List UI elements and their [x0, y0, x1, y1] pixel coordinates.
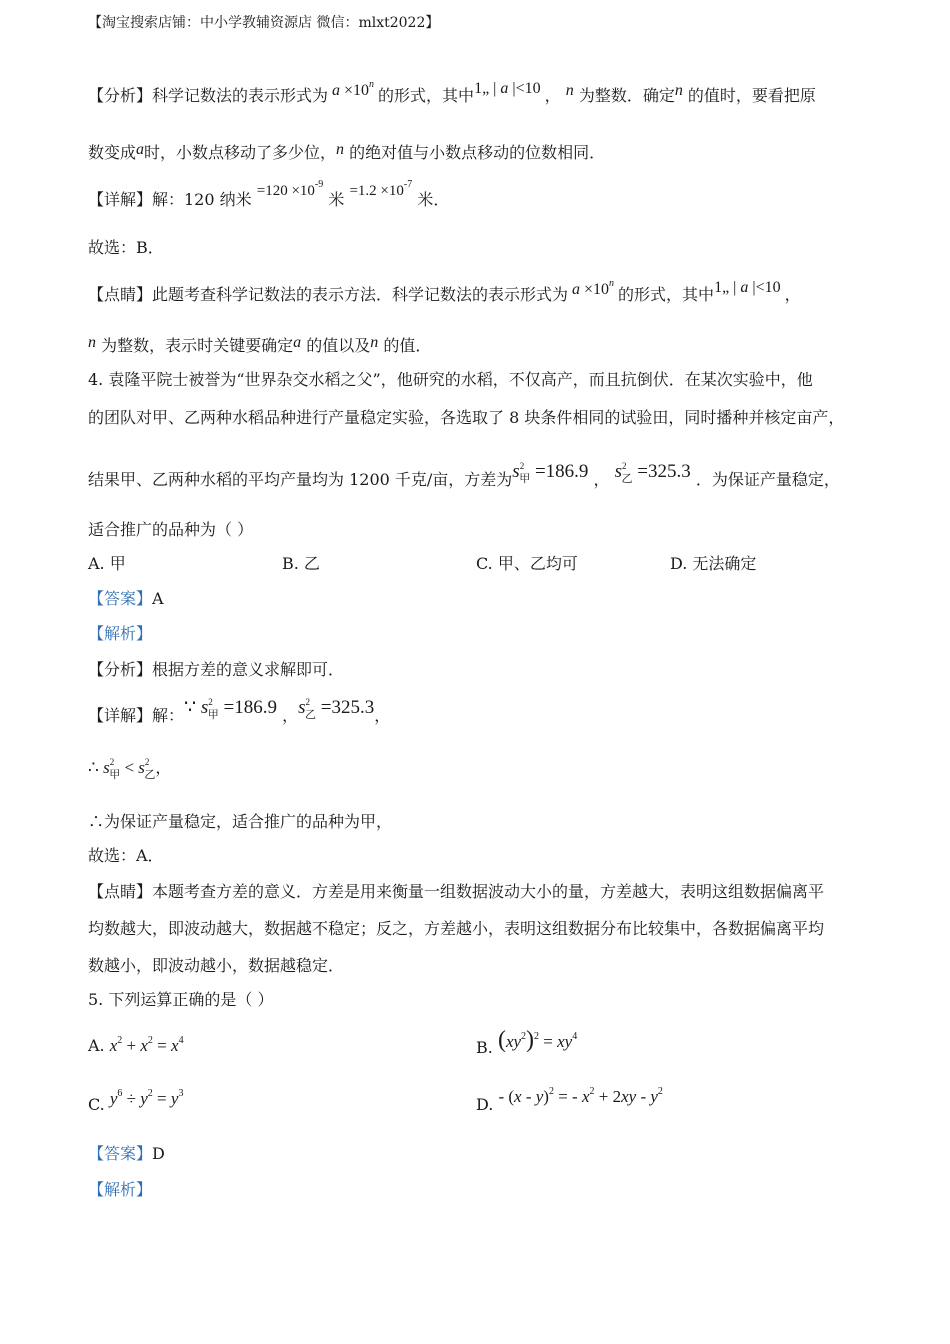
q5-stem: 5. 下列运算正确的是（ ） — [88, 990, 274, 1009]
q4-stem-line-1: 4. 袁隆平院士被誉为“世界杂交水稻之父”，他研究的水稻，不仅高产，而且抗倒伏．在某次实验中，他 — [88, 370, 813, 389]
q3-detail: 【详解】解：120 纳米 $=120 \times 10^{-9}$ 米 $=1.2 \times 10^{-7}$ 米． — [88, 179, 450, 209]
q3-analysis-line-2: 数变成a时，小数点移动了多少位，n 的绝对值与小数点移动的位数相同． — [88, 141, 606, 162]
q4-choice: 故选：A． — [88, 846, 164, 865]
q4-detail: 【详解】解：∵ $s^2_甲 =186.9$ ，$s^2_乙 =325.3$， — [88, 697, 391, 725]
q3-choice: 故选：B． — [88, 238, 164, 257]
q4-stem-line-4: 适合推广的品种为（ ） — [88, 520, 254, 539]
therefore-formula: ∴ $s^2_甲 < s^2_乙$ — [88, 757, 156, 781]
sci-notation-formula: $a \times 10^n$ — [332, 79, 375, 99]
q3-comment-line-1: 【点睛】此题考查科学记数法的表示方法．科学记数法的表示形式为 $a \times 10^n$ 的形式，其中1„ | a |<10 ， — [88, 278, 801, 304]
variance-jia: $s^2_甲 =186.9$ — [512, 461, 589, 485]
q5-option-a: A. $x^2 + x^2 = x^4$ — [88, 1035, 184, 1055]
because-formula: ∵ $s^2_甲 =186.9$ — [184, 697, 277, 721]
q5-answer: 【答案】D — [88, 1144, 165, 1163]
q4-option-b: B. 乙 — [282, 554, 320, 573]
variance-yi: $s^2_乙 =325.3$ — [614, 461, 691, 485]
q5-option-b: B. $(xy^2)^2 = xy^4$ — [476, 1027, 578, 1057]
q5-option-d: D. - (x - y)$^2$ = - $x^2 + 2xy - y^2$ — [476, 1086, 663, 1114]
q3-comment-line-2: n 为整数，表示时关键要确定a 的值以及n 的值． — [88, 334, 432, 355]
detail-formula-1: $=120 \times 10^{-9}$ — [256, 179, 324, 199]
q4-comment-line-2: 均数越大，即波动越大，数据越不稳定；反之，方差越小，表明这组数据分布比较集中，各数据偏离平均 — [88, 919, 825, 938]
range-formula: 1„ | a |<10 — [474, 80, 545, 97]
q4-option-c: C. 甲、乙均可 — [476, 554, 578, 573]
detail-formula-2: $=1.2 \times 10^{-7}$ — [349, 179, 413, 199]
q4-conclusion: ∴为保证产量稳定，适合推广的品种为甲， — [88, 812, 393, 831]
q4-stem-line-3: 结果甲、乙两种水稻的平均产量均为 1200 千克/亩，方差为$s^2_甲 =186.9$ ， $s^2_乙 =325.3$ ．为保证产量稳定， — [88, 461, 840, 489]
q4-answer: 【答案】A — [88, 589, 164, 608]
q4-option-d: D. 无法确定 — [670, 554, 757, 573]
q4-comment-line-1: 【点睛】本题考查方差的意义．方差是用来衡量一组数据波动大小的量，方差越大，表明这组数据偏离平 — [88, 882, 825, 901]
q4-analysis: 【分析】根据方差的意义求解即可． — [88, 660, 345, 679]
q5-explain-label: 【解析】 — [88, 1180, 153, 1199]
q5-option-c: C. $y^6 \div y^2 = y^3$ — [88, 1088, 184, 1114]
q4-option-a: A. 甲 — [88, 554, 126, 573]
q4-stem-line-2: 的团队对甲、乙两种水稻品种进行产量稳定实验，各选取了 8 块条件相同的试验田，同时播种并核定亩产， — [88, 408, 845, 427]
q4-comment-line-3: 数越小，即波动越小，数据越稳定． — [88, 956, 345, 975]
q3-analysis-line-1: 【分析】科学记数法的表示形式为 $a \times 10^n$ 的形式，其中1„ | a |<10 ， n 为整数．确定n 的值时，要看把原 — [88, 79, 816, 105]
q4-explain-label: 【解析】 — [88, 624, 153, 643]
page-header: 【淘宝搜索店铺：中小学教辅资源店 微信：mlxt2022】 — [88, 15, 440, 31]
q4-inequality: ∴ $s^2_甲 < s^2_乙$， — [88, 757, 172, 781]
